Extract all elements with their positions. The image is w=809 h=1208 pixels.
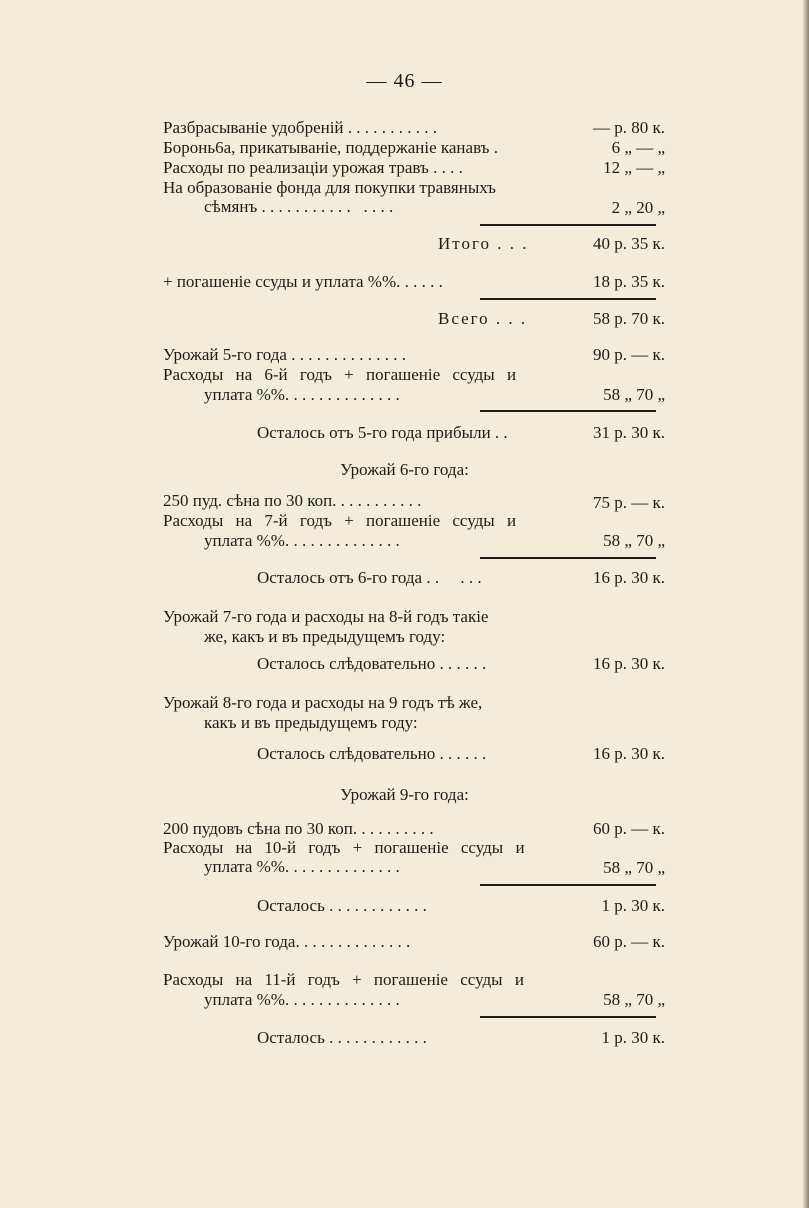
expense-amount: — р. 80 к. bbox=[592, 118, 665, 137]
sum-rule bbox=[480, 298, 656, 300]
paragraph-line: же, какъ и въ предыдущемъ году: bbox=[204, 627, 446, 646]
harvest-amount: 75 р. — к. bbox=[592, 493, 665, 512]
expense-line: Расходы на 6-й годъ + погашеніе ссуды и bbox=[163, 365, 517, 384]
total-amount: 40 р. 35 к. bbox=[592, 234, 665, 253]
page-number: — 46 — bbox=[366, 70, 443, 92]
expense-line: Расходы на 10-й годъ + погашеніе ссуды и bbox=[163, 838, 525, 857]
harvest-line: 200 пудовъ сѣна по 30 коп. . . . . . . . . . bbox=[163, 819, 434, 838]
harvest-amount: 60 р. — к. bbox=[592, 819, 665, 838]
paragraph-line: какъ и въ предыдущемъ году: bbox=[204, 713, 418, 732]
expense-amount: 58 „ 70 „ bbox=[603, 531, 665, 550]
remainder-label: Осталось слѣдовательно . . . . . . bbox=[257, 744, 487, 763]
expense-line: уплата %%. . . . . . . . . . . . . . bbox=[204, 531, 400, 550]
expense-line: уплата %%. . . . . . . . . . . . . . bbox=[204, 385, 400, 404]
expense-line: сѣмянъ . . . . . . . . . . . . . . . bbox=[204, 197, 394, 216]
harvest-amount: 60 р. — к. bbox=[592, 932, 665, 951]
remainder-amount: 1 р. 30 к. bbox=[601, 896, 665, 915]
remainder-amount: 31 р. 30 к. bbox=[592, 423, 665, 442]
page-edge bbox=[803, 0, 809, 1208]
remainder-label: Осталось . . . . . . . . . . . . bbox=[257, 1028, 427, 1047]
expense-line: уплата %%. . . . . . . . . . . . . . bbox=[204, 857, 400, 876]
sum-rule bbox=[480, 224, 656, 226]
sum-rule bbox=[480, 410, 656, 412]
remainder-label: Осталось отъ 5-го года прибыли . . bbox=[257, 423, 508, 442]
remainder-amount: 1 р. 30 к. bbox=[601, 1028, 665, 1047]
remainder-label: Осталось слѣдовательно . . . . . . bbox=[257, 654, 487, 673]
sum-rule bbox=[480, 557, 656, 559]
sum-rule bbox=[480, 884, 656, 886]
expense-amount: 58 „ 70 „ bbox=[603, 385, 665, 404]
expense-line: Расходы на 11-й годъ + погашеніе ссуды и bbox=[163, 970, 524, 989]
paragraph-line: Урожай 8-го года и расходы на 9 годъ тѣ же, bbox=[163, 693, 483, 712]
remainder-label: Осталось . . . . . . . . . . . . bbox=[257, 896, 427, 915]
harvest-line: 250 пуд. сѣна по 30 коп. . . . . . . . . . . bbox=[163, 491, 422, 510]
expense-line: уплата %%. . . . . . . . . . . . . . bbox=[204, 990, 400, 1009]
paragraph-line: Урожай 7-го года и расходы на 8-й годъ такіе bbox=[163, 607, 489, 626]
harvest-amount: 90 р. — к. bbox=[592, 345, 665, 364]
expense-amount: 58 „ 70 „ bbox=[603, 990, 665, 1009]
expense-line: Разбрасываніе удобреній . . . . . . . . . . . bbox=[163, 118, 438, 137]
remainder-label: Осталось отъ 6-го года . . . . . bbox=[257, 568, 482, 587]
total-label: Итого . . . bbox=[438, 234, 529, 253]
expense-amount: 2 „ 20 „ bbox=[611, 198, 665, 217]
remainder-amount: 16 р. 30 к. bbox=[592, 568, 665, 587]
harvest-line: Урожай 5-го года . . . . . . . . . . . . . . bbox=[163, 345, 406, 364]
expense-line: Расходы на 7-й годъ + погашеніе ссуды и bbox=[163, 511, 517, 530]
remainder-amount: 16 р. 30 к. bbox=[592, 654, 665, 673]
grand-total-amount: 58 р. 70 к. bbox=[592, 309, 665, 328]
expense-line: На образованіе фонда для покупки травяныхъ bbox=[163, 178, 496, 197]
expense-line: Боронь6а, прикатываніе, поддержаніе канавъ . bbox=[163, 138, 498, 157]
repayment-amount: 18 р. 35 к. bbox=[592, 272, 665, 291]
harvest-line: Урожай 10-го года. . . . . . . . . . . . . . bbox=[163, 932, 411, 951]
section-heading: Урожай 6-го года: bbox=[340, 460, 469, 479]
expense-amount: 58 „ 70 „ bbox=[603, 858, 665, 877]
sum-rule bbox=[480, 1016, 656, 1018]
expense-line: Расходы по реализаціи урожая травъ . . . . bbox=[163, 158, 463, 177]
repayment-line: + погашеніе ссуды и уплата %%. . . . . . bbox=[163, 272, 443, 291]
expense-amount: 6 „ — „ bbox=[611, 138, 665, 157]
expense-amount: 12 „ — „ bbox=[603, 158, 665, 177]
remainder-amount: 16 р. 30 к. bbox=[592, 744, 665, 763]
grand-total-label: Всего . . . bbox=[438, 309, 528, 328]
section-heading: Урожай 9-го года: bbox=[340, 785, 469, 804]
